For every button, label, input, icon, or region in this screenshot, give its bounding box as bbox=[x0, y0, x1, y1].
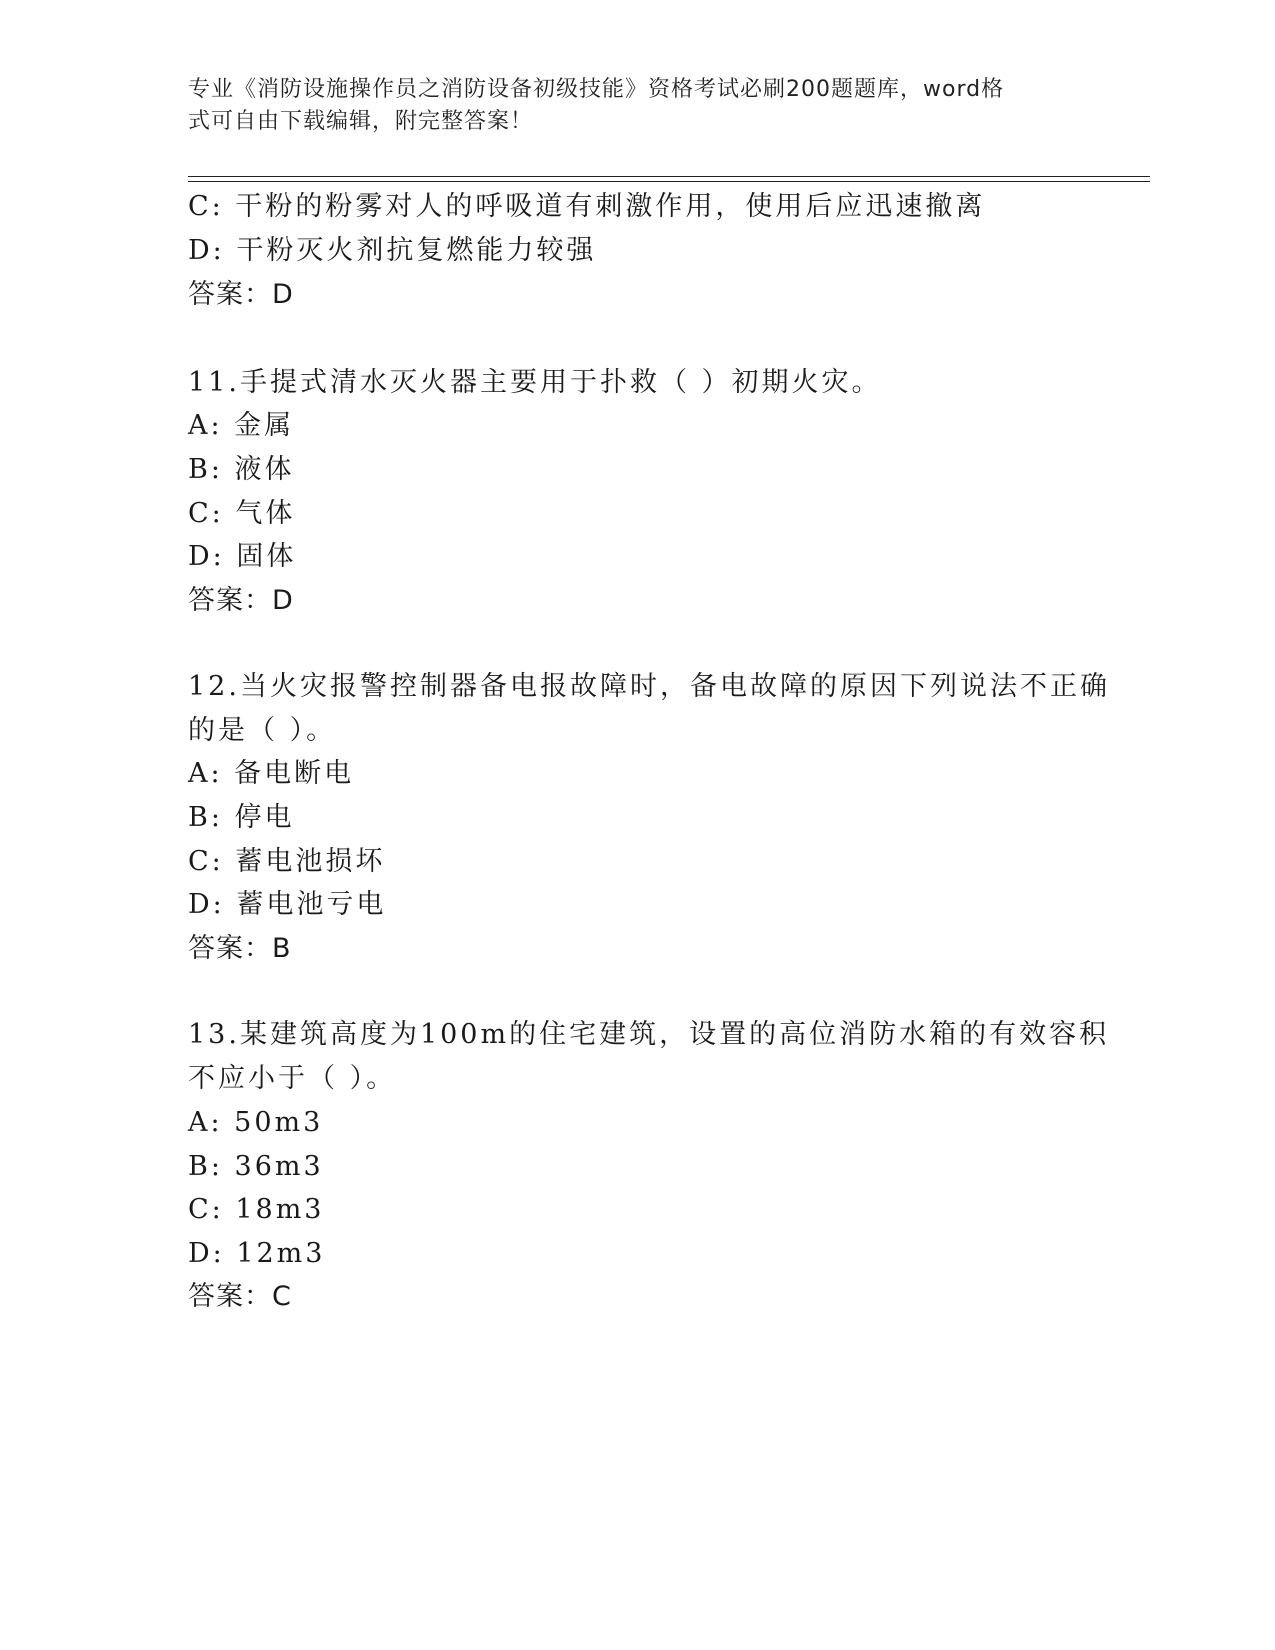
q11-option-a: A: 金属 bbox=[188, 410, 295, 441]
q12-option-b: B: 停电 bbox=[188, 802, 295, 833]
q12-option-d: D: 蓄电池亏电 bbox=[188, 889, 387, 920]
q12-stem-line-2: 的是（ ）。 bbox=[188, 715, 337, 746]
q13-answer: 答案：C bbox=[188, 1281, 292, 1312]
q13-stem-line-1: 13.某建筑高度为100m的住宅建筑，设置的高位消防水箱的有效容积 bbox=[188, 1019, 1110, 1050]
q13-option-c: C: 18m3 bbox=[188, 1194, 325, 1225]
q12-stem-line-1: 12.当火灾报警控制器备电报故障时，备电故障的原因下列说法不正确 bbox=[188, 671, 1110, 702]
document-header bbox=[188, 74, 1068, 138]
header-line-2: 式可自由下载编辑，附完整答案！ bbox=[188, 109, 534, 134]
q10-answer: 答案：D bbox=[188, 279, 294, 310]
q13-option-a: A: 50m3 bbox=[188, 1107, 324, 1138]
q11-stem: 11.手提式清水灭火器主要用于扑救（ ）初期火灾。 bbox=[188, 367, 882, 398]
q12-option-a: A: 备电断电 bbox=[188, 758, 355, 789]
q11-option-c: C: 气体 bbox=[188, 498, 296, 529]
q11-answer: 答案：D bbox=[188, 585, 294, 616]
header-divider-bottom bbox=[188, 181, 1150, 182]
q13-option-b: B: 36m3 bbox=[188, 1151, 324, 1182]
q11-option-b: B: 液体 bbox=[188, 454, 295, 485]
q12-option-c: C: 蓄电池损坏 bbox=[188, 846, 386, 877]
q10-option-c: C: 干粉的粉雾对人的呼吸道有刺激作用，使用后应迅速撤离 bbox=[188, 191, 986, 222]
q10-option-d: D: 干粉灭火剂抗复燃能力较强 bbox=[188, 235, 597, 266]
header-line-1: 专业《消防设施操作员之消防设备初级技能》资格考试必刷200题题库，word格 bbox=[188, 77, 1005, 102]
header-divider-top bbox=[188, 176, 1150, 177]
q13-option-d: D: 12m3 bbox=[188, 1238, 326, 1269]
q12-answer: 答案：B bbox=[188, 933, 292, 964]
q11-option-d: D: 固体 bbox=[188, 541, 297, 572]
q13-stem-line-2: 不应小于（ ）。 bbox=[188, 1063, 397, 1094]
